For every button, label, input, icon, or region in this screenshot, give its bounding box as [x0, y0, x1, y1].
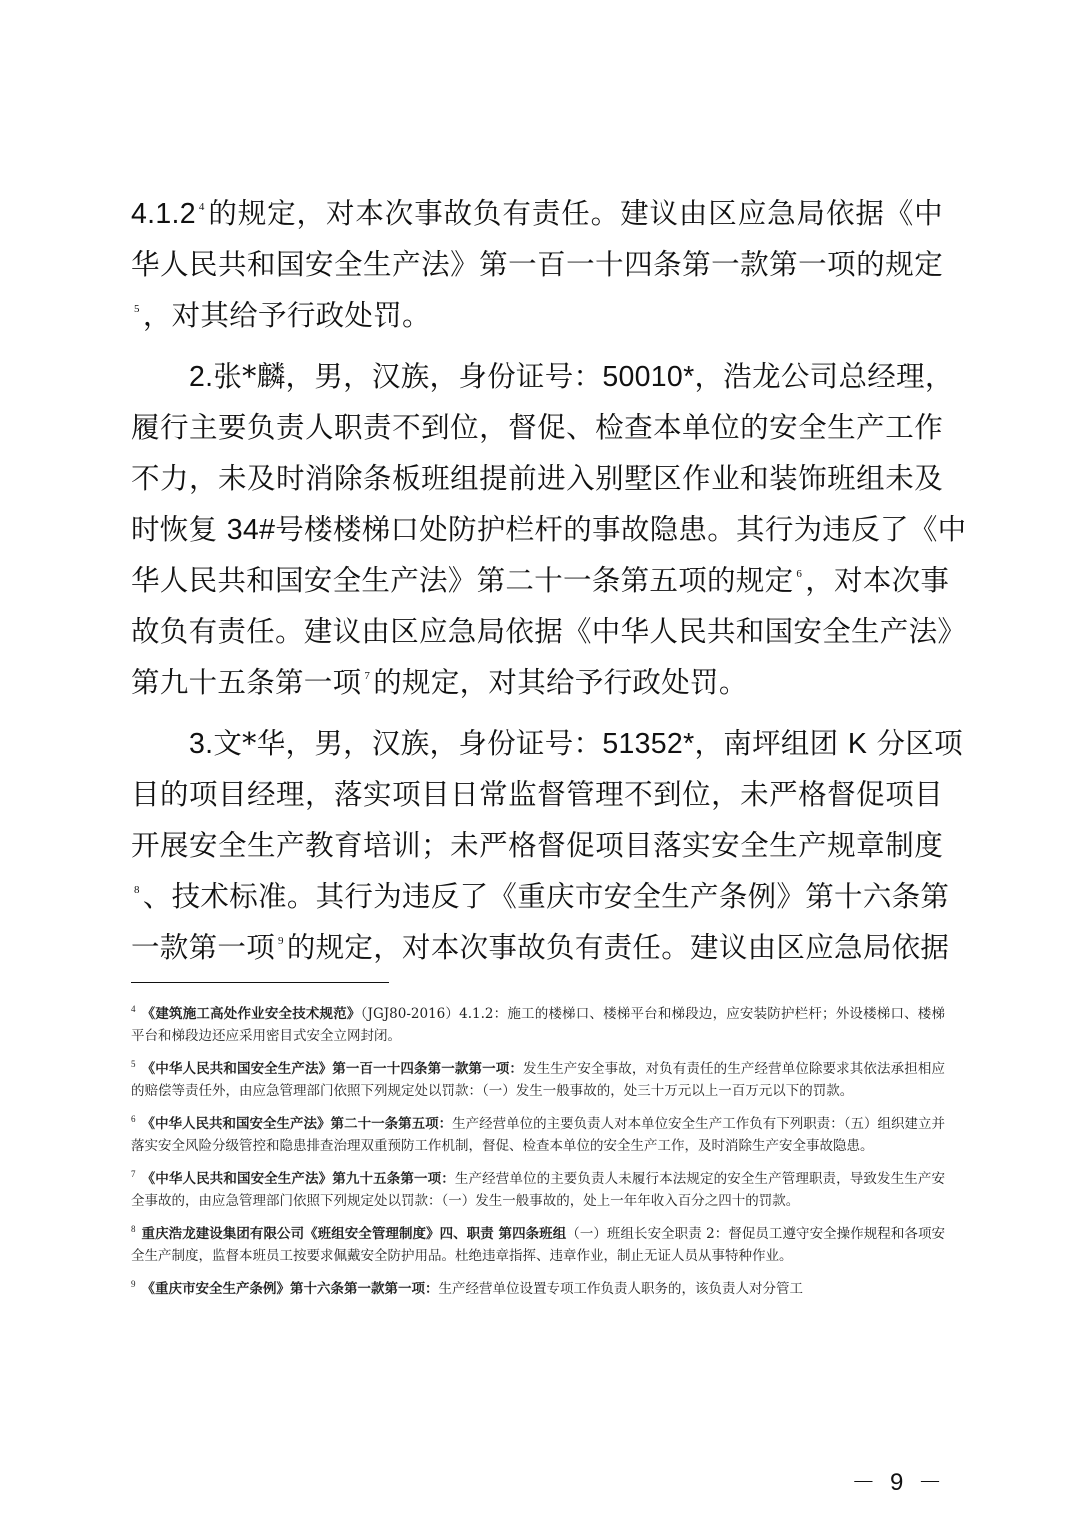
footnote-ref[interactable]: 7	[364, 670, 371, 682]
body-line	[131, 239, 943, 290]
body-text: 的规定，对其给予行政处罚。	[373, 666, 748, 699]
body-text: 时恢复	[131, 513, 227, 546]
item-number: 3.	[189, 728, 214, 760]
body-line	[131, 555, 950, 606]
footnotes	[131, 998, 945, 1306]
body-text: 不力，未及时消除条板班组提前进入别墅区作业和装饰班组未及	[131, 462, 943, 495]
body-text: 目的项目经理，落实项目日常监督管理不到位，未严格督促项目	[131, 778, 943, 811]
footnote-text: 生产经营单位设置专项工作负责人职务的，该负责人对分管工	[438, 1281, 803, 1297]
body-text: 华人民共和国安全生产法》第一百一十四条第一款第一项的规定	[131, 248, 943, 281]
body-text: 一款第一项	[131, 931, 276, 964]
body-line	[131, 453, 943, 504]
body-text: 开展安全生产教育培训；未严格督促项目落实安全生产规章制度	[131, 829, 943, 862]
footnote-ref[interactable]: 5	[134, 303, 140, 315]
footnote-title: 《建筑施工高处作业安全技术规范》	[141, 1006, 361, 1022]
body-text: 故负有责任。建议由区应急局依据《中华人民共和国安全生产法》	[131, 615, 967, 648]
footnote-number: 6	[131, 1114, 136, 1124]
body-line	[131, 820, 943, 871]
clause-ref: 4.1.2	[131, 198, 196, 230]
footnote-item	[131, 1053, 945, 1102]
footnote-item	[131, 1108, 945, 1157]
footnote-number: 7	[131, 1169, 136, 1179]
body-text: 、技术标准。其行为违反了《重庆市安全生产条例》第十六条第	[142, 880, 950, 913]
body-text: ，对本次事	[805, 564, 950, 597]
page-number: － 9 －	[851, 1469, 946, 1496]
footnote-ref[interactable]: 8	[134, 884, 140, 896]
id-number: 51352*	[602, 728, 695, 760]
body-line	[131, 718, 963, 769]
footnote-item	[131, 998, 945, 1047]
main-body-text	[131, 188, 967, 973]
body-text: 分区项	[867, 727, 963, 760]
footnote-title: 《中华人民共和国安全生产法》第九十五条第一项：	[141, 1171, 455, 1187]
footnote-title: 《中华人民共和国安全生产法》第一百一十四条第一款第一项：	[141, 1061, 523, 1077]
id-number: 50010*	[602, 361, 695, 393]
body-line	[131, 769, 943, 820]
footnote-number: 4	[131, 1004, 136, 1014]
body-line	[131, 351, 954, 402]
footnote-text: （一）班组长安全职责 2：督促员工遵守安全操作规程和各项安全生产制度，监督本班员工按要求佩戴安全防护用品。杜绝违章指挥、违章作业，制止无证人员从事特种作业。	[131, 1226, 945, 1264]
footnote-title: 重庆浩龙建设集团有限公司《班组安全管理制度》四、职责 第四条班组	[141, 1226, 567, 1242]
footnote-number: 5	[131, 1059, 136, 1069]
footnote-ref[interactable]: 9	[278, 935, 284, 947]
body-text: 履行主要负责人职责不到位，督促、检查本单位的安全生产工作	[131, 411, 943, 444]
body-line	[131, 871, 950, 922]
footnote-text: 生产经营单位的主要负责人未履行本法规定的安全生产管理职责，导致发生生产安全事故的，由应急管理部门依照下列规定处以罚款：（一）发生一般事故的，处上一年年收入百分之四十的罚款。	[131, 1171, 946, 1209]
body-text: ，对其给予行政处罚。	[142, 299, 431, 332]
body-line	[131, 188, 943, 239]
footnote-title: 《重庆市安全生产条例》第十六条第一款第一项：	[141, 1281, 439, 1297]
item-number: 2.	[189, 361, 214, 393]
body-text: ，南坪组团	[694, 727, 848, 760]
body-text: 张*麟，男，汉族，身份证号：	[213, 360, 603, 393]
footnote-text: 生产经营单位的主要负责人对本单位安全生产工作负有下列职责：（五）组织建立并落实安全风险分级管控和隐患排查治理双重预防工作机制，督促、检查本单位的安全生产工作，及时消除生产安全事故隐患。	[131, 1116, 946, 1154]
body-text: 的规定，对本次事故负有责任。建议由区应急局依据《中	[207, 197, 943, 230]
footnote-ref[interactable]: 4	[198, 201, 205, 213]
footnote-ref[interactable]: 6	[796, 568, 803, 580]
body-text: 文*华，男，汉族，身份证号：	[213, 727, 603, 760]
footnote-text: （JGJ80-2016）4.1.2：施工的楼梯口、楼梯平台和梯段边，应安装防护栏杆；外设楼梯口、楼梯平台和梯段边还应采用密目式安全立网封闭。	[131, 1006, 945, 1044]
footnote-title: 《中华人民共和国安全生产法》第二十一条第五项：	[141, 1116, 453, 1132]
body-text: 的规定，对本次事故负有责任。建议由区应急局依据	[286, 931, 950, 964]
footnote-item	[131, 1273, 945, 1300]
body-line	[131, 922, 950, 973]
body-line	[131, 402, 943, 453]
body-text: 第九十五条第一项	[131, 666, 362, 699]
body-text: 华人民共和国安全生产法》第二十一条第五项的规定	[131, 564, 794, 597]
zone-letter: K	[847, 728, 868, 760]
footnote-number: 8	[131, 1224, 136, 1234]
footnote-text: 发生生产安全事故，对负有责任的生产经营单位除要求其依法承担相应的赔偿等责任外，由应急管理部门依照下列规定处以罚款：（一）发生一般事故的，处三十万元以上一百万元以下的罚款。	[131, 1061, 946, 1099]
body-line	[131, 504, 967, 555]
footnote-number: 9	[131, 1279, 136, 1289]
body-line	[131, 657, 943, 708]
body-text: 号楼楼梯口处防护栏杆的事故隐患。其行为违反了《中	[275, 513, 967, 546]
footnote-item	[131, 1218, 945, 1267]
footnote-item	[131, 1163, 945, 1212]
body-line	[131, 290, 943, 341]
building-number: 34#	[226, 514, 276, 546]
body-line	[131, 606, 967, 657]
footnote-separator	[131, 982, 389, 983]
body-text: ，浩龙公司总经理，	[694, 360, 954, 393]
